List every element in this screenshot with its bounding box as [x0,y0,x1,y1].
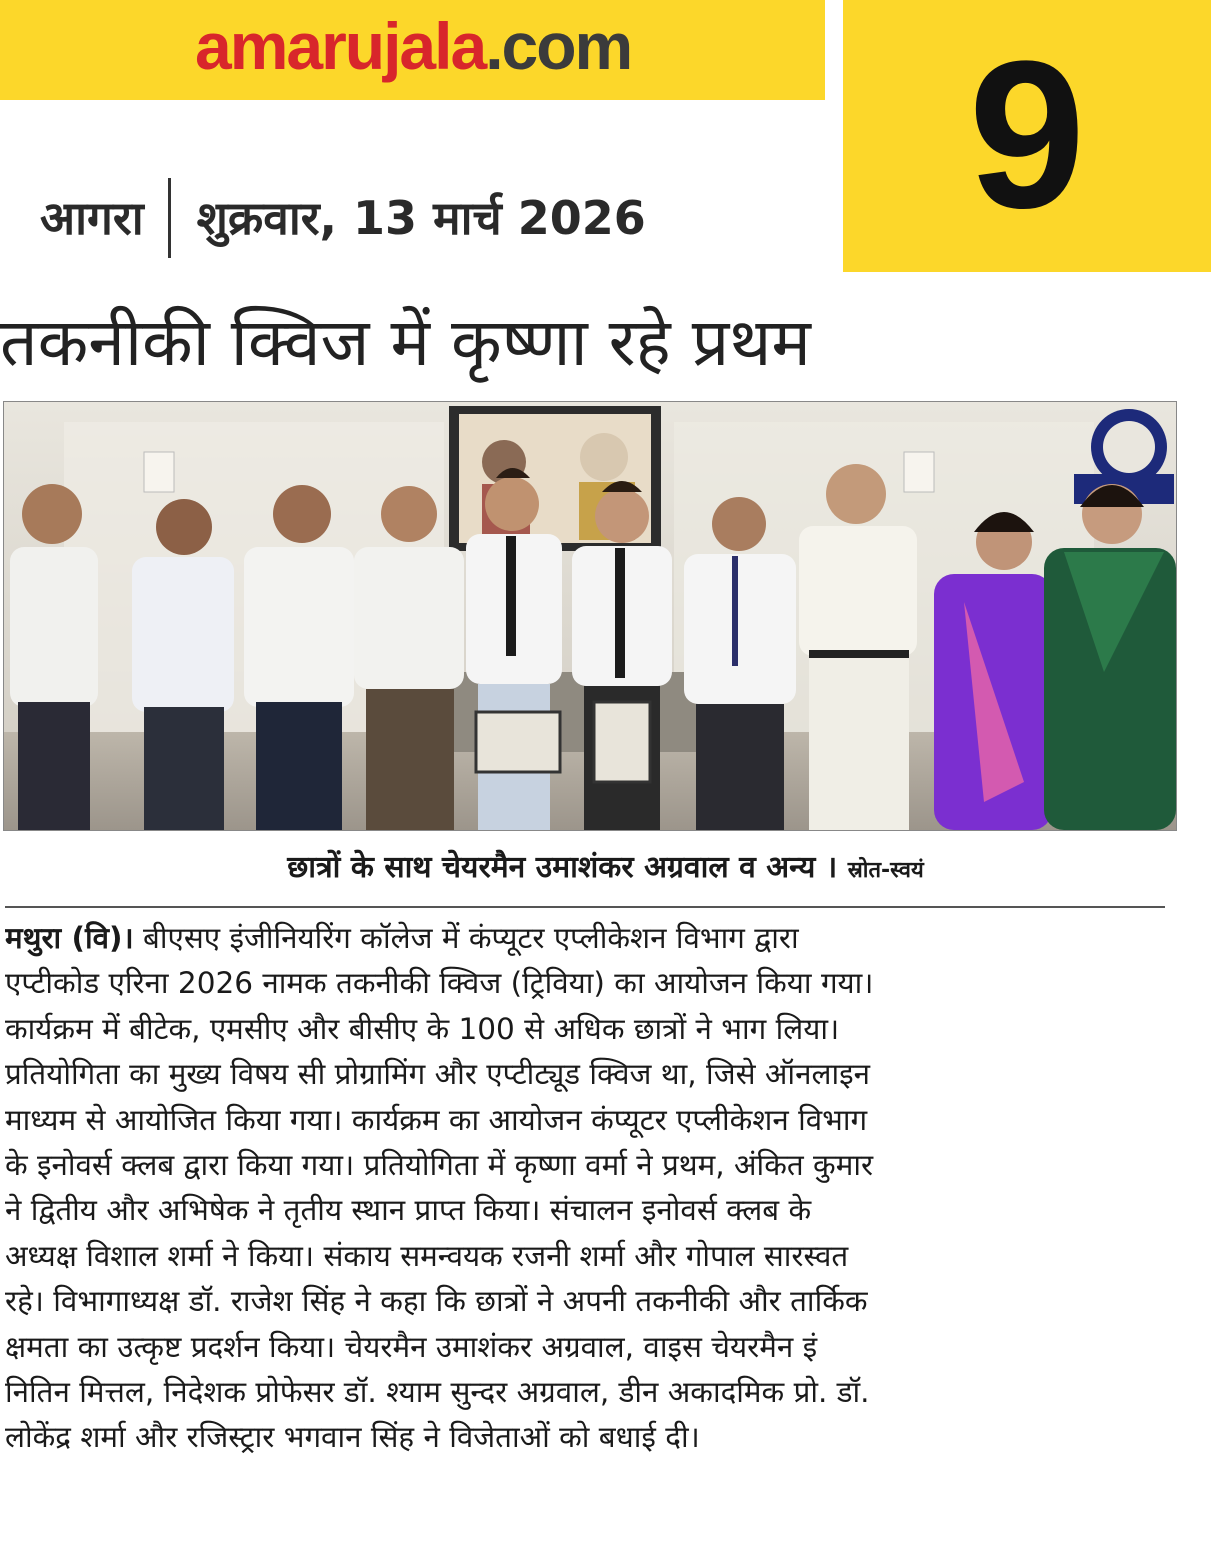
edition-city: आगरा [40,191,144,245]
article-dateline: मथुरा (वि)। [5,921,134,955]
dateline-divider [168,178,171,258]
caption-divider [5,906,1165,908]
edition-date: शुक्रवार, 13 मार्च 2026 [196,191,646,245]
photo-caption [0,842,1211,897]
article-line: मथुरा (वि)। बीएसए इंजीनियरिंग कॉलेज में कंप्यूटर एप्लीकेशन विभाग द्वारा [5,921,799,955]
brand-logo-suffix: .com [485,9,632,83]
page-number: 9 [968,17,1086,252]
brand-logo[interactable] [195,10,631,82]
article-line: नितिन मित्तल, निदेशक प्रोफेसर डॉ. श्याम सुन्दर अग्रवाल, डीन अकादमिक प्रो. डॉ. [5,1374,870,1409]
group-photo-image [4,402,1176,830]
article-line: अध्यक्ष विशाल शर्मा ने किया। संकाय समन्वयक रजनी शर्मा और गोपाल सारस्वत [5,1238,849,1273]
article-line: एप्टीकोड एरिना 2026 नामक तकनीकी क्विज (ट्रिविया) का आयोजन किया गया। [5,966,874,1001]
article-line: रहे। विभागाध्यक्ष डॉ. राजेश सिंह ने कहा कि छात्रों ने अपनी तकनीकी और तार्किक [5,1284,868,1319]
article-body [5,916,1180,1461]
article-line: के इनोवर्स क्लब द्वारा किया गया। प्रतियोगिता में कृष्णा वर्मा ने प्रथम, अंकित कुमार [5,1147,874,1182]
article-line: ने द्वितीय और अभिषेक ने तृतीय स्थान प्राप्त किया। संचालन इनोवर्स क्लब के [5,1193,812,1228]
photo-caption-text: छात्रों के साथ चेयरमैन उमाशंकर अग्रवाल व अन्य । [287,850,838,885]
photo-credit: स्रोत-स्वयं [847,858,924,883]
article-line: प्रतियोगिता का मुख्य विषय सी प्रोग्रामिंग और एप्टीट्यूड क्विज था, जिसे ऑनलाइन [5,1057,870,1092]
masthead-band [0,0,825,100]
story-photo [3,401,1177,831]
article-line: कार्यक्रम में बीटेक, एमसीए और बीसीए के 100 से अधिक छात्रों ने भाग लिया। [5,1011,840,1046]
article-line: माध्यम से आयोजित किया गया। कार्यक्रम का आयोजन कंप्यूटर एप्लीकेशन विभाग [5,1102,868,1137]
story-headline: तकनीकी क्विज में कृष्णा रहे प्रथम [0,304,811,381]
article-line: लोकेंद्र शर्मा और रजिस्ट्रार भगवान सिंह ने विजेताओं को बधाई दी। [5,1420,700,1455]
edition-dateline [40,178,646,258]
article-line: क्षमता का उत्कृष्ट प्रदर्शन किया। चेयरमैन उमाशंकर अग्रवाल, वाइस चेयरमैन इं [5,1329,818,1364]
page-number-box [843,0,1211,272]
brand-logo-main: amarujala [195,9,486,83]
